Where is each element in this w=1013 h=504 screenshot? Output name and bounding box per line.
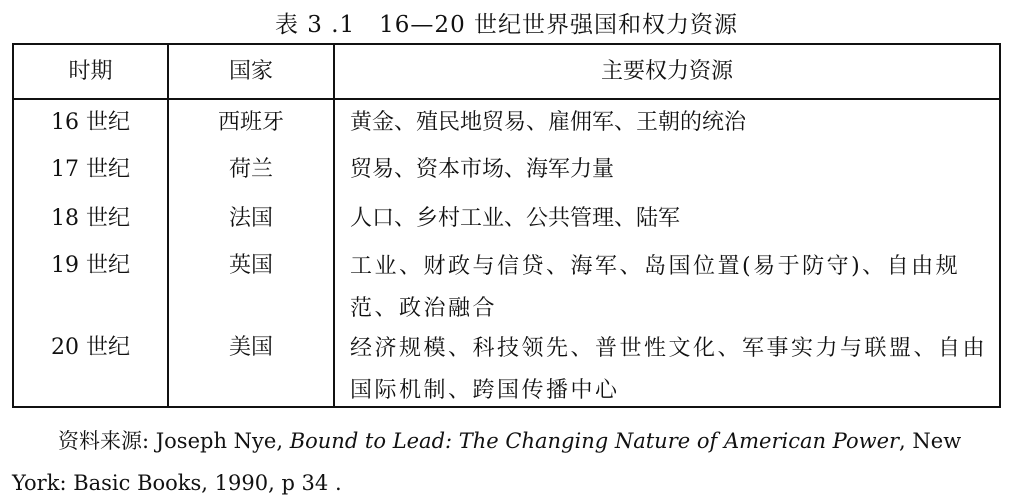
row-period: 17 世纪 xyxy=(51,157,130,182)
row-resources: 经济规模、科技领先、普世性文化、军事实力与联盟、自由国际机制、跨国传播中心 xyxy=(350,336,988,403)
row-resources: 工业、财政与信贷、海军、岛国位置(易于防守)、自由规范、政治融合 xyxy=(350,254,961,321)
row-country: 荷兰 xyxy=(228,157,273,182)
header-resources: 主要权力资源 xyxy=(600,59,733,84)
source-book-title: Bound to Lead: The Changing Nature of American Power xyxy=(289,429,900,453)
source-prefix: 资料来源: Joseph Nye, xyxy=(58,429,290,453)
source-suffix: , New York: Basic Books, 1990, p 34 . xyxy=(12,429,962,495)
row-period: 20 世纪 xyxy=(51,335,130,360)
source-note xyxy=(12,420,1002,504)
row-resources: 人口、乡村工业、公共管理、陆军 xyxy=(350,206,681,231)
row-country: 英国 xyxy=(228,253,273,278)
column-divider-2 xyxy=(333,43,335,406)
row-period: 19 世纪 xyxy=(51,253,130,278)
row-country: 法国 xyxy=(228,206,273,231)
row-country: 西班牙 xyxy=(217,110,284,135)
row-resources: 贸易、资本市场、海军力量 xyxy=(350,157,615,182)
header-period: 时期 xyxy=(68,59,113,84)
table-caption: 表 3 .1 16—20 世纪世界强国和权力资源 xyxy=(274,12,739,38)
row-country: 美国 xyxy=(228,335,273,360)
header-country: 国家 xyxy=(228,59,273,84)
row-period: 16 世纪 xyxy=(51,110,130,135)
row-resources: 黄金、殖民地贸易、雇佣军、王朝的统治 xyxy=(350,110,747,135)
header-divider xyxy=(12,98,1001,100)
row-period: 18 世纪 xyxy=(51,206,130,231)
